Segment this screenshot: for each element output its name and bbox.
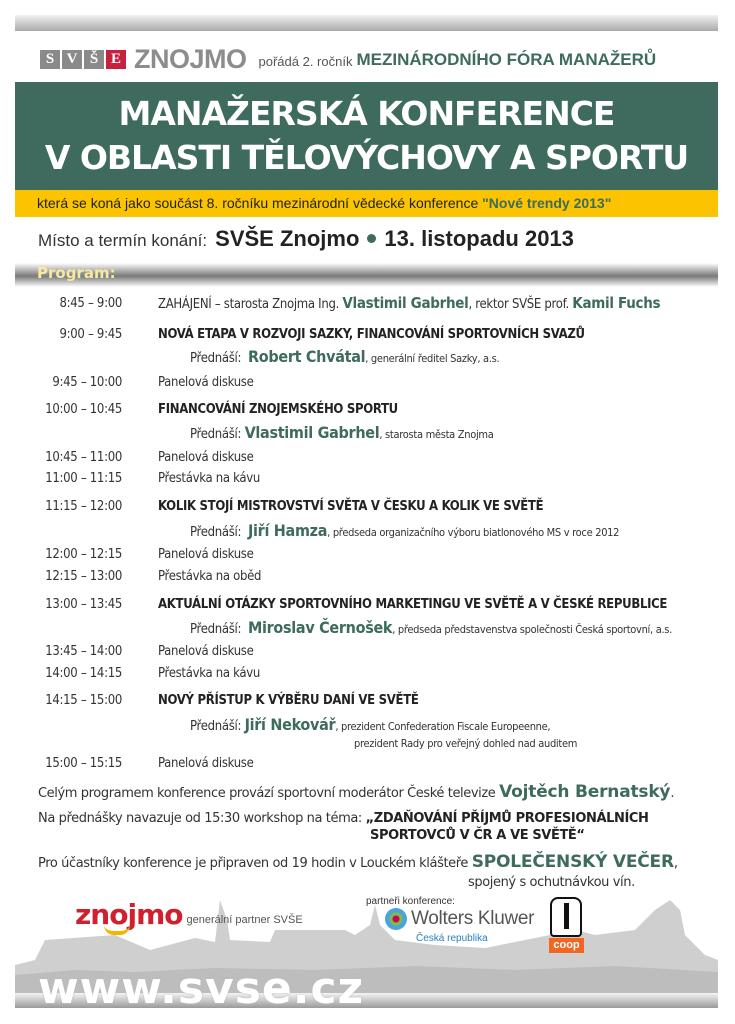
speaker-label: Přednáší: — [190, 525, 242, 540]
speaker-name: Miroslav Černošek — [247, 618, 393, 637]
workshop-title-2: SPORTOVCŮ V ČR A VE SVĚTĚ“ — [370, 828, 585, 843]
subtitle-bar — [15, 190, 718, 217]
program-label: Program: — [37, 264, 116, 282]
agenda-time: 11:00 – 11:15 — [45, 471, 122, 486]
sou-sos-shield-icon — [550, 897, 582, 937]
evening-name: SPOLEČENSKÝ VEČER — [471, 852, 674, 872]
speaker — [190, 521, 619, 540]
subtitle-text: která se koná jako součást 8. ročníku mezinárodní vědecké konference — [37, 195, 479, 211]
speaker — [190, 618, 672, 637]
forum-title: MEZINÁRODNÍHO FÓRA MANAŽERŮ — [356, 49, 657, 69]
program-bar — [15, 263, 718, 287]
subtitle-highlight: "Nové trendy 2013" — [482, 195, 612, 211]
agenda-time: 13:45 – 14:00 — [45, 644, 122, 659]
agenda-desc: Přestávka na kávu — [158, 471, 260, 486]
speaker-role-2 — [354, 736, 577, 751]
wolters-kluwer-logo — [385, 908, 534, 930]
workshop-title-1: „ZDAŇOVÁNÍ PŘÍJMŮ PROFESIONÁLNÍCH — [365, 811, 649, 826]
svse-letter-e: E — [106, 50, 126, 69]
speaker — [190, 423, 494, 442]
evening-note-2 — [468, 875, 635, 890]
speaker-label: Přednáší: — [190, 427, 242, 442]
agenda-time: 9:00 – 9:45 — [59, 327, 122, 342]
evening-line-2: spojený s ochutnávkou vín. — [468, 875, 635, 890]
moderator-note — [38, 782, 674, 802]
agenda-time: 10:45 – 11:00 — [45, 450, 122, 465]
agenda-desc: Přestávka na kávu — [158, 666, 260, 681]
venue-label: Místo a termín konání: — [38, 231, 208, 250]
agenda-desc: Panelová diskuse — [158, 547, 254, 562]
agenda-time: 14:00 – 14:15 — [45, 666, 122, 681]
agenda-title: AKTUÁLNÍ OTÁZKY SPORTOVNÍHO MARKETINGU VE SVĚTĚ A V ČESKÉ REPUBLICE — [158, 597, 668, 612]
agenda-title: NOVÝ PŘÍSTUP K VÝBĚRU DANÍ VE SVĚTĚ — [158, 693, 419, 708]
title-line-2: V OBLASTI TĚLOVÝCHOVY A SPORTU — [44, 138, 689, 177]
agenda-time: 10:00 – 10:45 — [45, 402, 122, 417]
venue-place: SVŠE Znojmo — [215, 226, 360, 251]
speaker — [190, 715, 550, 734]
agenda-title: KOLIK STOJÍ MISTROVSTVÍ SVĚTA V ČESKU A KOLIK VE SVĚTĚ — [158, 499, 544, 514]
top-decorative-bar — [15, 15, 718, 31]
speaker — [190, 347, 499, 366]
agenda-time: 12:00 – 12:15 — [45, 547, 122, 562]
speaker-label: Přednáší: — [190, 719, 242, 734]
opening-text-mid: , rektor SVŠE prof. — [468, 297, 573, 312]
wolters-kluwer-subtitle: Česká republika — [416, 933, 488, 944]
agenda-desc: Panelová diskuse — [158, 756, 254, 771]
moderator-name: Vojtěch Bernatský — [499, 782, 671, 802]
svse-logo — [40, 50, 126, 69]
website-url[interactable]: www.svse.cz — [38, 963, 365, 1014]
venue-date: 13. listopadu 2013 — [384, 226, 574, 251]
main-title-box — [15, 82, 718, 190]
speaker-name: Kamil Fuchs — [572, 294, 661, 312]
speaker-role: , generální ředitel Sazky, a.s. — [365, 352, 500, 365]
agenda-desc: Panelová diskuse — [158, 375, 254, 390]
svse-letter-v: V — [62, 50, 82, 69]
agenda-desc: Panelová diskuse — [158, 450, 254, 465]
general-partner — [75, 898, 303, 931]
organizes-text: pořádá 2. ročník — [258, 53, 353, 69]
agenda-desc — [158, 294, 660, 312]
speaker-role: , předseda představenstva společnosti Česká sportovní, a.s. — [392, 623, 672, 636]
znojmo-logo — [75, 898, 182, 931]
speaker-name: Vlastimil Gabrhel — [244, 423, 380, 442]
speaker-role: , prezident Confederation Fiscale Europeenne, — [335, 720, 551, 733]
speaker-role: , předseda organizačního výboru biatlonového MS v roce 2012 — [327, 526, 620, 539]
speaker-role: , starosta města Znojma — [379, 428, 494, 441]
speaker-name: Jiří Nekovář — [244, 715, 336, 734]
evening-post: , — [673, 856, 678, 871]
agenda-time: 13:00 – 13:45 — [45, 597, 122, 612]
speaker-name: Jiří Hamza — [247, 521, 328, 540]
agenda-title: NOVÁ ETAPA V ROZVOJI SAZKY, FINANCOVÁNÍ SPORTOVNÍCH SVAZŮ — [158, 327, 585, 342]
partners-label: partneři konference: — [366, 896, 455, 907]
workshop-note — [38, 811, 649, 826]
wolters-kluwer-globe-icon — [385, 908, 407, 930]
znojmo-logo-text: znojmo — [75, 898, 183, 931]
svse-letter-s: S — [40, 50, 60, 69]
city-name: ZNOJMO — [134, 43, 247, 74]
wolters-kluwer-name: Wolters Kluwer — [411, 908, 535, 929]
agenda-time: 12:15 – 13:00 — [45, 569, 122, 584]
workshop-note-2 — [370, 828, 585, 843]
speaker-label: Přednáší: — [190, 622, 242, 637]
agenda-time: 8:45 – 9:00 — [59, 296, 122, 311]
agenda-time: 14:15 – 15:00 — [45, 693, 122, 708]
svse-letter-sh: Š — [84, 50, 104, 69]
speaker-name: Robert Chvátal — [247, 347, 366, 366]
agenda-title: FINANCOVÁNÍ ZNOJEMSKÉHO SPORTU — [158, 402, 398, 417]
evening-note — [38, 852, 678, 872]
agenda-desc: Panelová diskuse — [158, 644, 254, 659]
speaker-role-line-2: prezident Rady pro veřejný dohled nad auditem — [354, 737, 578, 750]
venue-row — [38, 226, 574, 252]
moderator-text: Celým programem konference provází sportovní moderátor České televize — [38, 786, 500, 801]
header-brand-row — [40, 44, 656, 74]
speaker-name: Vlastimil Gabrhel — [342, 294, 469, 312]
agenda-desc: Přestávka na oběd — [158, 569, 262, 584]
agenda-time: 15:00 – 15:15 — [45, 756, 122, 771]
title-line-1: MANAŽERSKÁ KONFERENCE — [118, 94, 615, 133]
agenda-time: 11:15 – 12:00 — [45, 499, 122, 514]
agenda-time: 9:45 – 10:00 — [52, 375, 122, 390]
moderator-post: . — [670, 786, 675, 801]
speaker-label: Přednáší: — [190, 351, 242, 366]
bullet-icon — [367, 234, 376, 243]
evening-text: Pro účastníky konference je připraven od 19 hodin v Louckém klášteře — [38, 856, 472, 871]
general-partner-caption: generální partner SVŠE — [186, 914, 303, 926]
coop-logo: coop — [549, 938, 584, 953]
workshop-text: Na přednášky navazuje od 15:30 workshop na téma: — [38, 811, 366, 826]
opening-text: ZAHÁJENÍ – starosta Znojma Ing. — [158, 297, 343, 312]
